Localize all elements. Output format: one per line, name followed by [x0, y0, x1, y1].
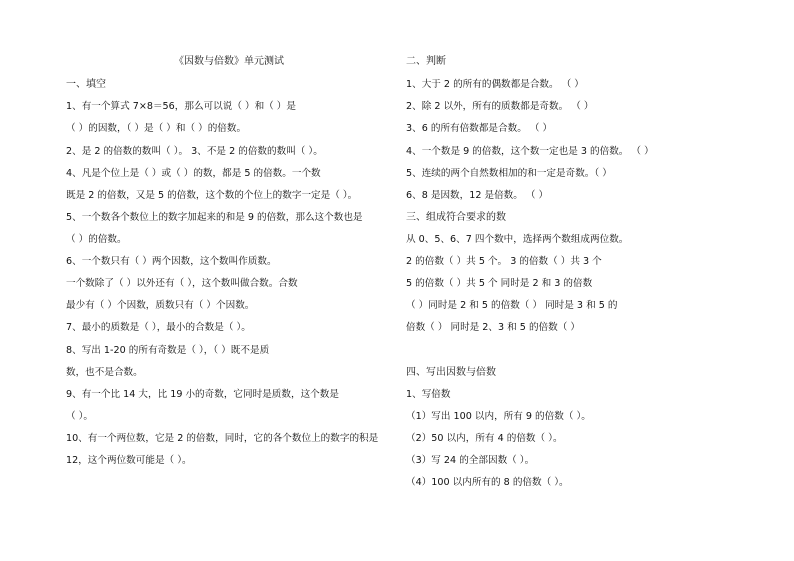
- question-line: 一个数除了（ ）以外还有（ ），这个数叫做合数。合数: [66, 278, 298, 289]
- section-factors-multiples-heading: 四、写出因数与倍数: [406, 367, 496, 378]
- question-line: 数，也不是合数。: [66, 367, 143, 378]
- question-line: 4、凡是个位上是（ ）或（ ）的数，都是 5 的倍数。一个数: [66, 168, 321, 179]
- section-fill-blanks-heading: 一、填空: [66, 79, 106, 90]
- combine-line: 5 的倍数（ ）共 5 个 同时是 2 和 3 的倍数: [406, 278, 593, 289]
- write-item: （1）写出 100 以内，所有 9 的倍数（ ）。: [406, 411, 591, 422]
- combine-line: （ ）同时是 2 和 5 的倍数（ ） 同时是 3 和 5 的: [406, 300, 618, 311]
- page-title: 《因数与倍数》单元测试: [174, 56, 284, 67]
- write-item: （2）50 以内，所有 4 的倍数（ ）。: [406, 433, 563, 444]
- question-line: 2、是 2 的倍数的数叫（ ）。 3、不是 2 的倍数的数叫（ ）。: [66, 146, 323, 157]
- question-line: （ ）。: [66, 411, 94, 422]
- question-line: 7、最小的质数是（ ），最小的合数是（ ）。: [66, 322, 251, 333]
- judge-item: 2、除 2 以外，所有的质数都是奇数。 （ ）: [406, 101, 594, 112]
- judge-item: 6、8 是因数，12 是倍数。 （ ）: [406, 190, 549, 201]
- judge-item: 4、一个数是 9 的倍数，这个数一定也是 3 的倍数。 （ ）: [406, 146, 654, 157]
- write-item: （4）100 以内所有的 8 的倍数（ ）。: [406, 477, 569, 488]
- question-line: （ ）的因数，（ ）是（ ）和（ ）的倍数。: [66, 123, 247, 134]
- combine-line: 2 的倍数（ ）共 5 个。 3 的倍数（ ）共 3 个: [406, 256, 602, 267]
- question-line: 1、有一个算式 7×8＝56，那么可以说（ ）和（ ）是: [66, 101, 296, 112]
- question-line: 既是 2 的倍数，又是 5 的倍数，这个数的个位上的数字一定是（ ）。: [66, 190, 358, 201]
- write-item: （3）写 24 的全部因数（ ）。: [406, 455, 535, 466]
- combine-line: 从 0、5、6、7 四个数中，选择两个数组成两位数。: [406, 234, 629, 245]
- question-line: 12，这个两位数可能是（ ）。: [66, 455, 192, 466]
- judge-item: 5、连续的两个自然数相加的和一定是奇数。（ ）: [406, 168, 612, 179]
- question-line: 5、一个数各个数位上的数字加起来的和是 9 的倍数，那么这个数也是: [66, 212, 363, 223]
- section-combine-heading: 三、组成符合要求的数: [406, 212, 506, 223]
- section-judge-heading: 二、判断: [406, 56, 446, 67]
- judge-item: 3、6 的所有倍数都是合数。 （ ）: [406, 123, 553, 134]
- question-line: 6、一个数只有（ ）两个因数，这个数叫作质数。: [66, 256, 277, 267]
- judge-item: 1、大于 2 的所有的偶数都是合数。 （ ）: [406, 79, 584, 90]
- question-line: 10、有一个两位数，它是 2 的倍数，同时，它的各个数位上的数字的积是: [66, 433, 379, 444]
- question-line: 9、有一个比 14 大，比 19 小的奇数，它同时是质数，这个数是: [66, 389, 339, 400]
- question-line: 8、写出 1-20 的所有奇数是（ ），（ ）既不是质: [66, 345, 270, 356]
- question-line: （ ）的倍数。: [66, 234, 127, 245]
- combine-line: 倍数（ ） 同时是 2、3 和 5 的倍数（ ）: [406, 322, 580, 333]
- subsection-heading: 1、写倍数: [406, 389, 451, 400]
- question-line: 最少有（ ）个因数，质数只有（ ）个因数。: [66, 300, 255, 311]
